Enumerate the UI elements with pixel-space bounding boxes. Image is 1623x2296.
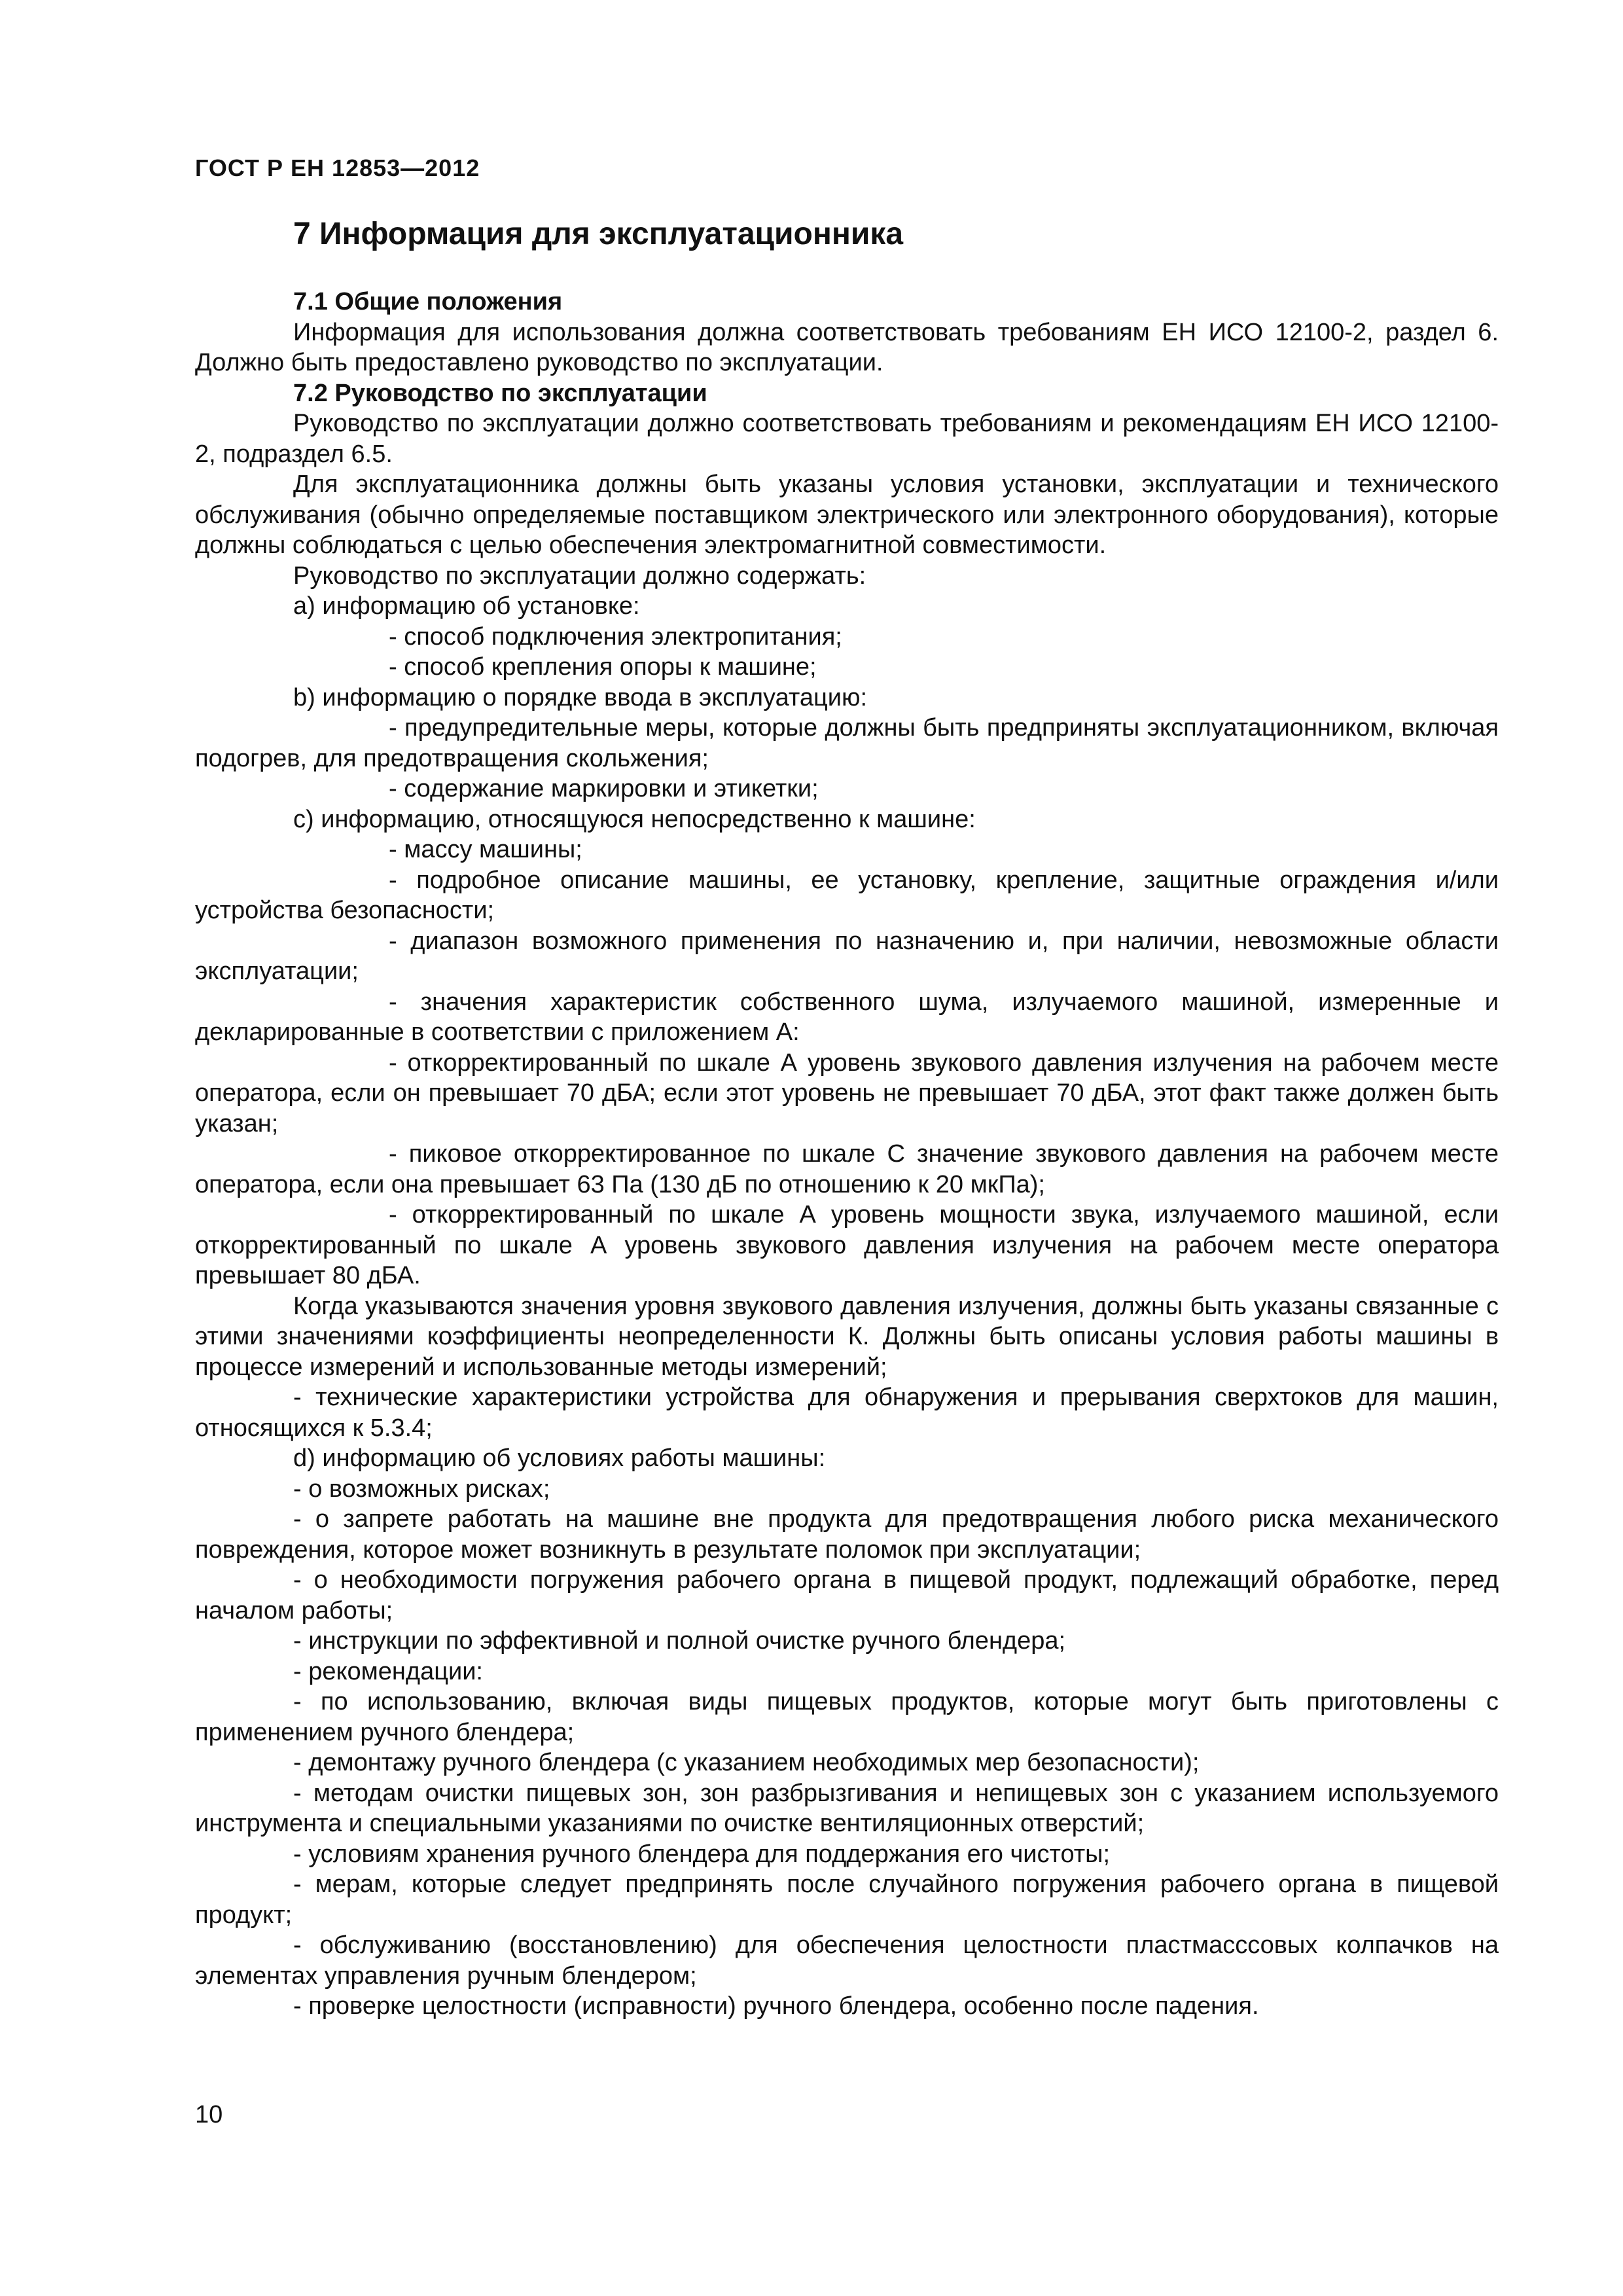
paragraph: Руководство по эксплуатации должно соответствовать требованиям и рекомендациям ЕН ИСО 12100-2, подраздел 6.5. xyxy=(195,410,1499,468)
list-item: - подробное описание машины, ее установку, крепление, защитные ограждения и/или устройства безопасности; xyxy=(195,866,1499,924)
paragraph: Информация для использования должна соответствовать требованиям ЕН ИСО 12100-2, раздел 6. Должно быть предоставлено руководство по эксплуатации. xyxy=(195,318,1499,376)
list-item: - рекомендации: xyxy=(293,1657,483,1685)
list-heading: a) информацию об установке: xyxy=(293,592,640,620)
list-item: - массу машины; xyxy=(389,836,582,863)
list-item: - способ подключения электропитания; xyxy=(389,622,842,651)
paragraph: Для эксплуатационника должны быть указаны условия установки, эксплуатации и технического обслуживания (обычно определяемые поставщиком электрического или электронного оборудования), которые должны соблюдаться с целью обеспечения электромагнитной совместимости. xyxy=(195,471,1499,559)
list-item: - демонтажу ручного блендера (с указанием необходимых мер безопасности); xyxy=(293,1749,1200,1776)
list-item: - о запрете работать на машине вне продукта для предотвращения любого риска механического повреждения, которое может возникнуть в результате поломок при эксплуатации; xyxy=(195,1505,1499,1564)
list-item: - технические характеристики устройства для обнаружения и прерывания сверхтоков для машин, относящихся к 5.3.4; xyxy=(195,1384,1499,1442)
list-heading: c) информацию, относящуюся непосредственно к машине: xyxy=(293,805,976,833)
list-item: - откорректированный по шкале А уровень мощности звука, излучаемого машиной, если откорректированный по шкале А уровень звукового давления излучения на рабочем месте оператора превышает 80 дБА. xyxy=(195,1201,1499,1289)
list-item: - содержание маркировки и этикетки; xyxy=(389,775,819,802)
list-item: - способ крепления опоры к машине; xyxy=(389,653,817,681)
subsection-heading: 7.2 Руководство по эксплуатации xyxy=(293,379,707,407)
list-heading: b) информацию о порядке ввода в эксплуатацию: xyxy=(293,683,868,711)
list-item: - предупредительные меры, которые должны быть предприняты эксплуатационником, включая подогрев, для предотвращения скольжения; xyxy=(195,714,1499,772)
list-item: - методам очистки пищевых зон, зон разбрызгивания и непищевых зон с указанием используемого инструмента и специальными указаниями по очистке вентиляционных отверстий; xyxy=(195,1779,1499,1837)
section-title: 7 Информация для эксплуатационника xyxy=(293,217,904,251)
list-item: - о необходимости погружения рабочего органа в пищевой продукт, подлежащий обработке, перед началом работы; xyxy=(195,1566,1499,1624)
paragraph: Когда указываются значения уровня звукового давления излучения, должны быть указаны связанные с этими значениями коэффициенты неопределенности К. Должны быть описаны условия работы машины в процессе измерений и использованные методы измерений; xyxy=(195,1292,1499,1381)
list-item: - обслуживанию (восстановлению) для обеспечения целостности пластмасссовых колпачков на элементах управления ручным блендером; xyxy=(195,1931,1499,1990)
list-item: - условиям хранения ручного блендера для поддержания его чистоты; xyxy=(293,1840,1111,1868)
list-item: - значения характеристик собственного шума, излучаемого машиной, измеренные и декларированные в соответствии с приложением А: xyxy=(195,988,1499,1046)
list-heading: d) информацию об условиях работы машины: xyxy=(293,1444,826,1472)
section-body xyxy=(195,287,1499,2022)
subsection-heading: 7.1 Общие положения xyxy=(293,288,563,315)
list-item: - диапазон возможного применения по назначению и, при наличии, невозможные области эксплуатации; xyxy=(195,927,1499,985)
list-item: - откорректированный по шкале А уровень звукового давления излучения на рабочем месте оператора, если он превышает 70 дБА; если этот уровень не превышает 70 дБА, этот факт также должен быть указан; xyxy=(195,1049,1499,1138)
document-code: ГОСТ Р ЕН 12853—2012 xyxy=(195,154,480,181)
list-item: - проверке целостности (исправности) ручного блендера, особенно после падения. xyxy=(293,1992,1259,2020)
page-number: 10 xyxy=(195,2101,223,2128)
list-item: - по использованию, включая виды пищевых продуктов, которые могут быть приготовлены с применением ручного блендера; xyxy=(195,1688,1499,1746)
list-item: - о возможных рисках; xyxy=(293,1475,550,1503)
paragraph: Руководство по эксплуатации должно содержать: xyxy=(293,562,866,590)
list-item: - инструкции по эффективной и полной очистке ручного блендера; xyxy=(293,1627,1066,1655)
list-item: - мерам, которые следует предпринять после случайного погружения рабочего органа в пищевой продукт; xyxy=(195,1871,1499,1929)
list-item: - пиковое откорректированное по шкале С значение звукового давления на рабочем месте оператора, если она превышает 63 Па (130 дБ по отношению к 20 мкПа); xyxy=(195,1140,1499,1198)
